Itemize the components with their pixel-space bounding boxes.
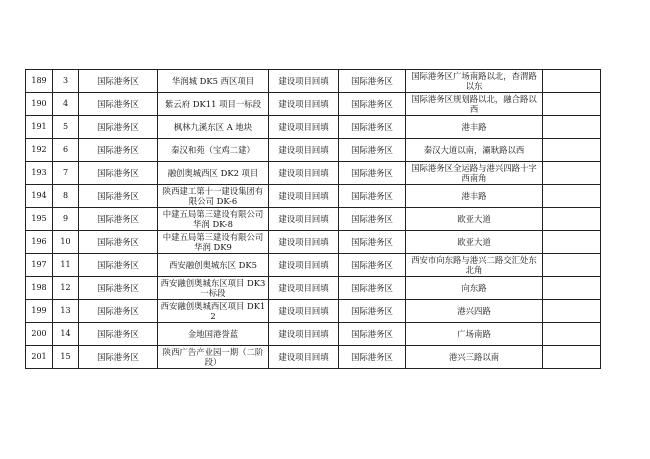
sub-number: 10 <box>53 231 79 254</box>
row-number: 194 <box>26 185 53 208</box>
address-cell: 港丰路 <box>406 116 543 139</box>
note-cell <box>543 93 601 116</box>
address-cell: 国际港务区全运路与港兴四路十字西南角 <box>406 162 543 185</box>
row-number: 200 <box>26 323 53 346</box>
project-type-cell: 建设项目回填 <box>269 277 339 300</box>
address-cell: 广场南路 <box>406 323 543 346</box>
table-row <box>26 231 601 254</box>
sub-number: 8 <box>53 185 79 208</box>
district-cell: 国际港务区 <box>79 254 158 277</box>
table-row <box>26 93 601 116</box>
project-type-cell: 建设项目回填 <box>269 323 339 346</box>
location-cell: 国际港务区 <box>339 300 406 323</box>
address-cell: 港兴四路 <box>406 300 543 323</box>
address-cell: 秦汉大道以南，灞耿路以西 <box>406 139 543 162</box>
address-cell: 向东路 <box>406 277 543 300</box>
district-cell: 国际港务区 <box>79 70 158 93</box>
location-cell: 国际港务区 <box>339 208 406 231</box>
note-cell <box>543 139 601 162</box>
district-cell: 国际港务区 <box>79 323 158 346</box>
district-cell: 国际港务区 <box>79 93 158 116</box>
location-cell: 国际港务区 <box>339 185 406 208</box>
row-number: 201 <box>26 346 53 369</box>
sub-number: 7 <box>53 162 79 185</box>
project-type-cell: 建设项目回填 <box>269 70 339 93</box>
row-number: 193 <box>26 162 53 185</box>
table-row <box>26 346 601 369</box>
district-cell: 国际港务区 <box>79 185 158 208</box>
row-number: 196 <box>26 231 53 254</box>
table-row <box>26 323 601 346</box>
project-type-cell: 建设项目回填 <box>269 185 339 208</box>
note-cell <box>543 254 601 277</box>
sub-number: 11 <box>53 254 79 277</box>
sub-number: 3 <box>53 70 79 93</box>
table-row <box>26 208 601 231</box>
sub-number: 12 <box>53 277 79 300</box>
address-cell: 国际港务区规划路以北，融合路以西 <box>406 93 543 116</box>
note-cell <box>543 231 601 254</box>
row-number: 191 <box>26 116 53 139</box>
note-cell <box>543 323 601 346</box>
sub-number: 14 <box>53 323 79 346</box>
district-cell: 国际港务区 <box>79 208 158 231</box>
address-cell: 西安市向东路与港兴二路交汇处东北角 <box>406 254 543 277</box>
project-table <box>25 69 601 369</box>
project-type-cell: 建设项目回填 <box>269 93 339 116</box>
location-cell: 国际港务区 <box>339 254 406 277</box>
project-name-cell: 枫林九溪东区 A 地块 <box>158 116 269 139</box>
project-name-cell: 秦汉和苑（宝鸡二建） <box>158 139 269 162</box>
note-cell <box>543 346 601 369</box>
row-number: 195 <box>26 208 53 231</box>
sub-number: 6 <box>53 139 79 162</box>
row-number: 192 <box>26 139 53 162</box>
row-number: 197 <box>26 254 53 277</box>
project-type-cell: 建设项目回填 <box>269 231 339 254</box>
table-row <box>26 116 601 139</box>
sub-number: 4 <box>53 93 79 116</box>
project-name-cell: 西安融创奥城东区 DK5 <box>158 254 269 277</box>
address-cell: 欧亚大道 <box>406 208 543 231</box>
project-name-cell: 华润城 DK5 西区项目 <box>158 70 269 93</box>
location-cell: 国际港务区 <box>339 323 406 346</box>
sub-number: 13 <box>53 300 79 323</box>
district-cell: 国际港务区 <box>79 277 158 300</box>
note-cell <box>543 116 601 139</box>
project-name-cell: 中建五局第三建设有限公司华润 DK-8 <box>158 208 269 231</box>
row-number: 190 <box>26 93 53 116</box>
location-cell: 国际港务区 <box>339 277 406 300</box>
district-cell: 国际港务区 <box>79 139 158 162</box>
project-type-cell: 建设项目回填 <box>269 116 339 139</box>
project-type-cell: 建设项目回填 <box>269 254 339 277</box>
location-cell: 国际港务区 <box>339 70 406 93</box>
project-name-cell: 中建五局第三建设有限公司华润 DK9 <box>158 231 269 254</box>
location-cell: 国际港务区 <box>339 162 406 185</box>
note-cell <box>543 70 601 93</box>
address-cell: 港丰路 <box>406 185 543 208</box>
district-cell: 国际港务区 <box>79 162 158 185</box>
address-cell: 欧亚大道 <box>406 231 543 254</box>
table-row <box>26 277 601 300</box>
table-row <box>26 139 601 162</box>
project-type-cell: 建设项目回填 <box>269 139 339 162</box>
table-row <box>26 300 601 323</box>
location-cell: 国际港务区 <box>339 346 406 369</box>
row-number: 189 <box>26 70 53 93</box>
table-row <box>26 185 601 208</box>
project-name-cell: 陕西建工第十一建设集团有限公司 DK-6 <box>158 185 269 208</box>
table-row <box>26 254 601 277</box>
district-cell: 国际港务区 <box>79 300 158 323</box>
note-cell <box>543 185 601 208</box>
sub-number: 5 <box>53 116 79 139</box>
project-name-cell: 陕西广告产业园一期（二阶段） <box>158 346 269 369</box>
project-name-cell: 西安融创奥城西区项目 DK12 <box>158 300 269 323</box>
row-number: 198 <box>26 277 53 300</box>
table-row <box>26 162 601 185</box>
address-cell: 国际港务区广场南路以北，杳渭路以东 <box>406 70 543 93</box>
project-type-cell: 建设项目回填 <box>269 346 339 369</box>
sub-number: 15 <box>53 346 79 369</box>
table-row <box>26 70 601 93</box>
address-cell: 港兴三路以南 <box>406 346 543 369</box>
district-cell: 国际港务区 <box>79 346 158 369</box>
location-cell: 国际港务区 <box>339 231 406 254</box>
project-type-cell: 建设项目回填 <box>269 208 339 231</box>
project-name-cell: 融创奥城西区 DK2 项目 <box>158 162 269 185</box>
location-cell: 国际港务区 <box>339 139 406 162</box>
project-type-cell: 建设项目回填 <box>269 300 339 323</box>
district-cell: 国际港务区 <box>79 116 158 139</box>
project-name-cell: 紫云府 DK11 项目一标段 <box>158 93 269 116</box>
note-cell <box>543 300 601 323</box>
sub-number: 9 <box>53 208 79 231</box>
row-number: 199 <box>26 300 53 323</box>
note-cell <box>543 208 601 231</box>
project-name-cell: 金地国港誉蓝 <box>158 323 269 346</box>
project-type-cell: 建设项目回填 <box>269 162 339 185</box>
district-cell: 国际港务区 <box>79 231 158 254</box>
location-cell: 国际港务区 <box>339 116 406 139</box>
note-cell <box>543 162 601 185</box>
note-cell <box>543 277 601 300</box>
location-cell: 国际港务区 <box>339 93 406 116</box>
project-name-cell: 西安融创奥城东区项目 DK3一标段 <box>158 277 269 300</box>
